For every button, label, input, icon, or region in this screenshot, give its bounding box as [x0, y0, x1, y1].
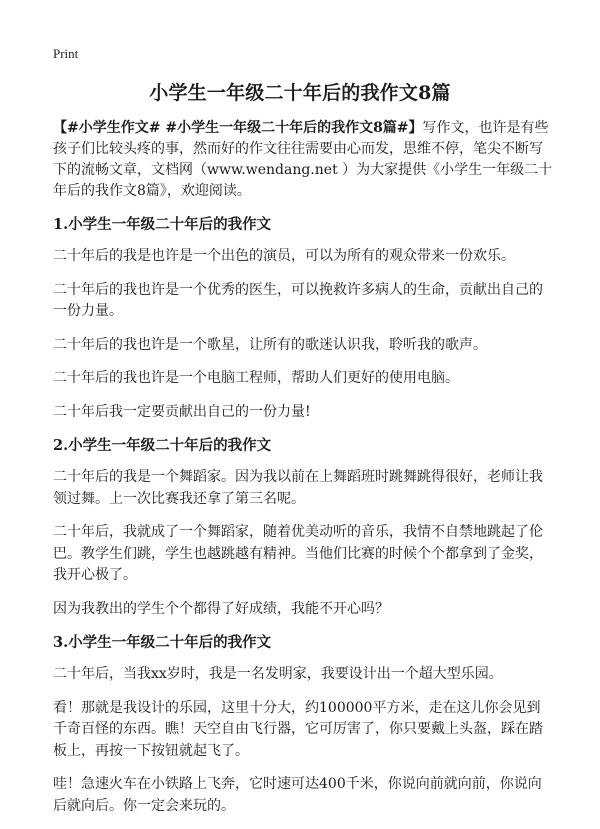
print-link[interactable]: Print	[53, 46, 79, 61]
intro-paragraph	[53, 118, 553, 202]
paragraph: 二十年后的我是也许是一个出色的演员，可以为所有的观众带来一份欢乐。	[53, 248, 515, 264]
section-heading: 1.小学生一年级二十年后的我作文	[53, 216, 272, 233]
paragraph: 因为我教出的学生个个都得了好成绩，我能不开心吗？	[53, 600, 389, 617]
intro-text: 写作文，也许是有些孩子们比较头疼的事，然而好的作文往往需要由心而发，思维不停，笔尖不断写下的流畅文章，文档网（www.wendang.net ）为大家提供《小学生一年级二十年后的我作文8篇》，欢迎阅读。	[53, 120, 553, 199]
section-3	[53, 632, 553, 817]
paragraph: 哇！急速火车在小铁路上飞奔，它时速可达400千米，你说向前就向前，你说向后就向后。你一定会来玩的。	[53, 776, 542, 814]
section-2	[53, 435, 553, 620]
paragraph: 看！那就是我设计的乐园，这里十分大，约100000平方米，走在这儿你会见到千奇百怪的东西。瞧！天空自由飞行器，它可厉害了，你只要戴上头盔，踩在踏板上，再按一下按钮就起飞了。	[53, 699, 543, 759]
article-body	[53, 118, 553, 829]
paragraph: 二十年后的我是一个舞蹈家。因为我以前在上舞蹈班时跳舞跳得很好，老师让我领过舞。上一次比赛我还拿了第三名呢。	[53, 469, 543, 507]
section-heading: 3.小学生一年级二十年后的我作文	[53, 634, 272, 651]
intro-tags: 【#小学生作文# #小学生一年级二十年后的我作文8篇#】	[53, 120, 423, 136]
page-title: 小学生一年级二十年后的我作文8篇	[149, 82, 451, 104]
paragraph: 二十年后，当我xx岁时，我是一名发明家，我要设计出一个超大型乐园。	[53, 666, 503, 682]
paragraph: 二十年后的我也许是一个歌星，让所有的歌迷认识我，聆听我的歌声。	[53, 336, 487, 353]
paragraph: 二十年后的我也许是一个优秀的医生，可以挽救许多病人的生命，贡献出自己的一份力量。	[53, 281, 543, 319]
section-1	[53, 214, 553, 423]
section-heading: 2.小学生一年级二十年后的我作文	[53, 437, 272, 454]
paragraph: 二十年后我一定要贡献出自己的一份力量!	[53, 403, 311, 420]
paragraph: 二十年后的我也许是一个电脑工程师，帮助人们更好的使用电脑。	[53, 370, 459, 386]
paragraph: 二十年后，我就成了一个舞蹈家，随着优美动听的音乐，我情不自禁地跳起了伦巴。教学生们跳，学生也越跳越有精神。当他们比赛的时候个个都拿到了金奖，我开心极了。	[53, 524, 543, 583]
